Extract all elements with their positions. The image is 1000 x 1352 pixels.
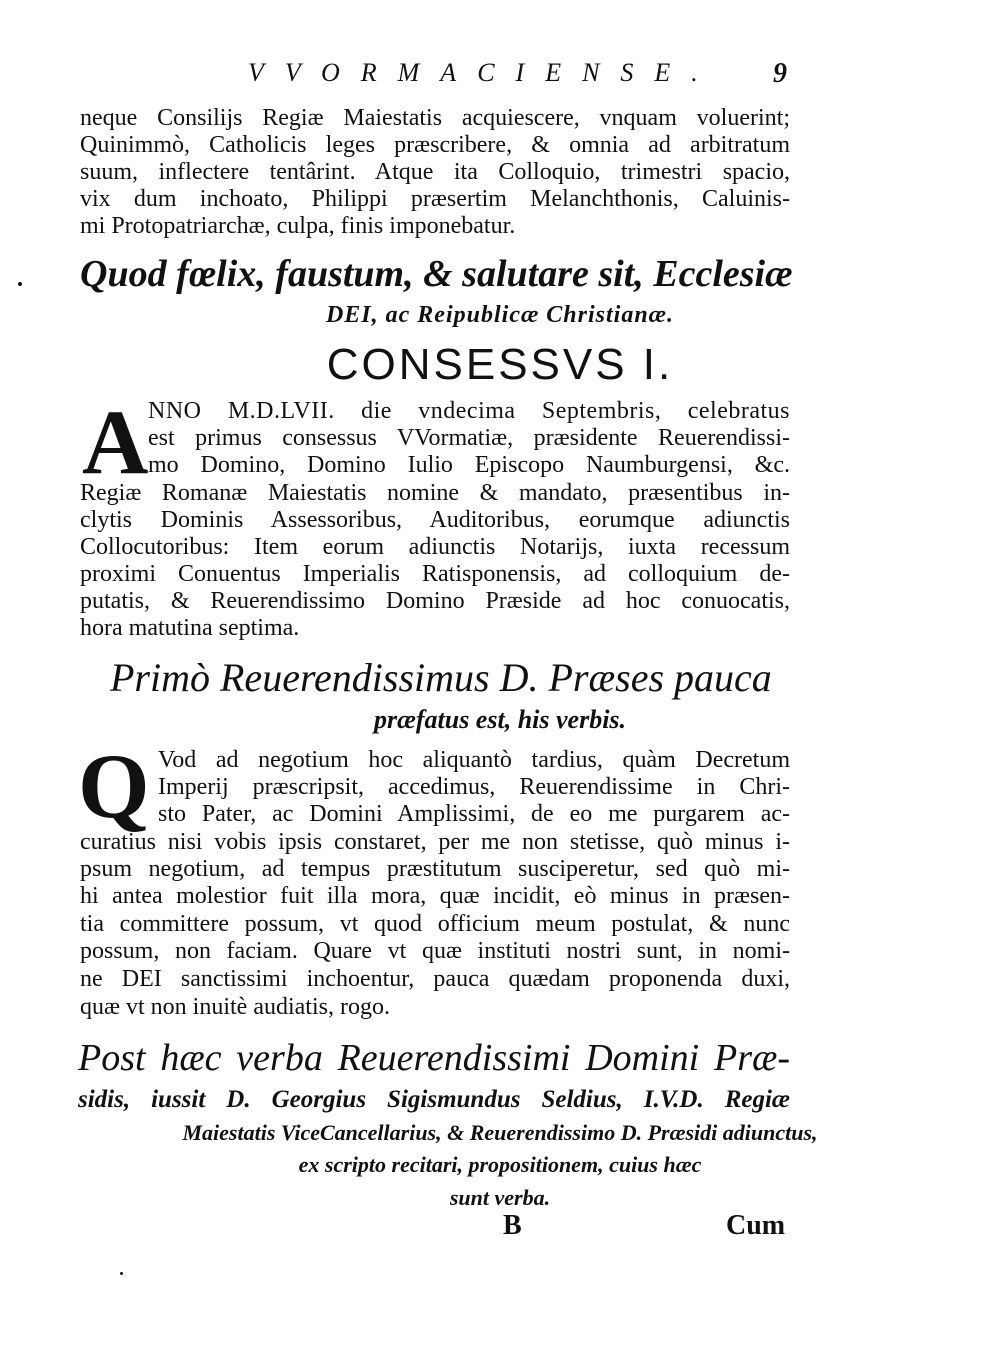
closing-line: ex scripto recitari, propositionem, cuius hæc bbox=[298, 1152, 702, 1177]
paragraph-line: Imperij præscripsit, accedimus, Reuerendissime in Chri- bbox=[158, 774, 790, 800]
paragraph-line: clytis Dominis Assessoribus, Auditoribus, eorumque adiunctis bbox=[80, 507, 790, 533]
paragraph-line: Vod ad negotium hoc aliquantò tardius, quàm Decretum bbox=[158, 747, 790, 773]
paragraph-line: est primus consessus VVormatiæ, præsidente Reuerendissi- bbox=[148, 425, 790, 451]
paragraph-line: neque Consilijs Regiæ Maiestatis acquiescere, vnquam voluerint; bbox=[80, 105, 790, 131]
drop-cap: A bbox=[82, 391, 149, 493]
paragraph-line: vix dum inchoato, Philippi præsertim Melanchthonis, Caluinis- bbox=[80, 186, 790, 212]
paragraph-line: suum, inflectere tentârint. Atque ita Colloquio, trimestri spacio, bbox=[80, 159, 790, 185]
paragraph-line: possum, non faciam. Quare vt quæ instituti nostri sunt, in nomi- bbox=[80, 938, 790, 964]
paragraph-line: Quinimmò, Catholicis leges præscribere, & omnia ad arbitratum bbox=[80, 132, 790, 158]
page-number: 9 bbox=[773, 58, 787, 89]
heading-2-line-2: præfatus est, his verbis. bbox=[373, 705, 627, 734]
paragraph-line: putatis, & Reuerendissimo Domino Præside ad hoc conuocatis, bbox=[80, 588, 790, 614]
heading-2-line-1: Primò Reuerendissimus D. Præses pauca bbox=[110, 655, 772, 700]
paragraph-line: psum negotium, ad tempus præstitutum susciperetur, sed quò mi- bbox=[80, 856, 790, 882]
paragraph-line: Collocutoribus: Item eorum adiunctis Notarijs, iuxta recessum bbox=[80, 534, 790, 560]
paragraph-line: sto Pater, ac Domini Amplissimi, de eo me purgarem ac- bbox=[158, 801, 790, 827]
paragraph-line: NNO M.D.LVII. die vndecima Septembris, celebratus bbox=[148, 398, 790, 424]
margin-speck bbox=[18, 282, 22, 286]
closing-line: sunt verba. bbox=[449, 1185, 551, 1210]
paragraph-line: ne DEI sanctissimi inchoentur, pauca quædam proponenda duxi, bbox=[80, 966, 790, 992]
paragraph-line: hi antea molestior fuit illa mora, quæ incidit, eò minus in præsen- bbox=[80, 883, 790, 909]
closing-line: Maiestatis ViceCancellarius, & Reuerendissimo D. Præsidi adiunctus, bbox=[182, 1120, 818, 1145]
paragraph-line: curatius nisi vobis ipsis constaret, per me non stetisse, quò minus i- bbox=[80, 829, 790, 855]
running-title: VVORMACIENSE. bbox=[248, 58, 719, 87]
paragraph-line: quæ vt non inuitè audiatis, rogo. bbox=[80, 994, 390, 1020]
running-head bbox=[0, 58, 1000, 98]
blessing-line-2: DEI, ac Reipublicæ Christianæ. bbox=[325, 302, 675, 328]
paragraph-line: mo Domino, Domino Iulio Episcopo Naumburgensi, &c. bbox=[148, 452, 790, 478]
section-title: CONSESSVS I. bbox=[326, 340, 674, 389]
paragraph-line: Regiæ Romanæ Maiestatis nomine & mandato, præsentibus in- bbox=[80, 480, 790, 506]
drop-cap: Q bbox=[78, 735, 150, 837]
paragraph-line: proximi Conuentus Imperialis Ratisponensis, ad colloquium de- bbox=[80, 561, 790, 587]
signature-mark: B bbox=[503, 1210, 522, 1241]
closing-line: Post hæc verba Reuerendissimi Domini Præ- bbox=[78, 1037, 790, 1079]
paragraph-line: hora matutina septima. bbox=[80, 615, 300, 641]
paragraph-line: tia committere possum, vt quod officium meum postulat, & nunc bbox=[80, 911, 790, 937]
paragraph-line: mi Protopatriarchæ, culpa, finis imponebatur. bbox=[80, 213, 516, 239]
closing-line: sidis, iussit D. Georgius Sigismundus Seldius, I.V.D. Regiæ bbox=[78, 1086, 790, 1113]
catchword: Cum bbox=[726, 1210, 786, 1241]
blessing-line-1: Quod fœlix, faustum, & salutare sit, Ecclesiæ bbox=[80, 253, 793, 295]
margin-speck bbox=[120, 1272, 123, 1275]
